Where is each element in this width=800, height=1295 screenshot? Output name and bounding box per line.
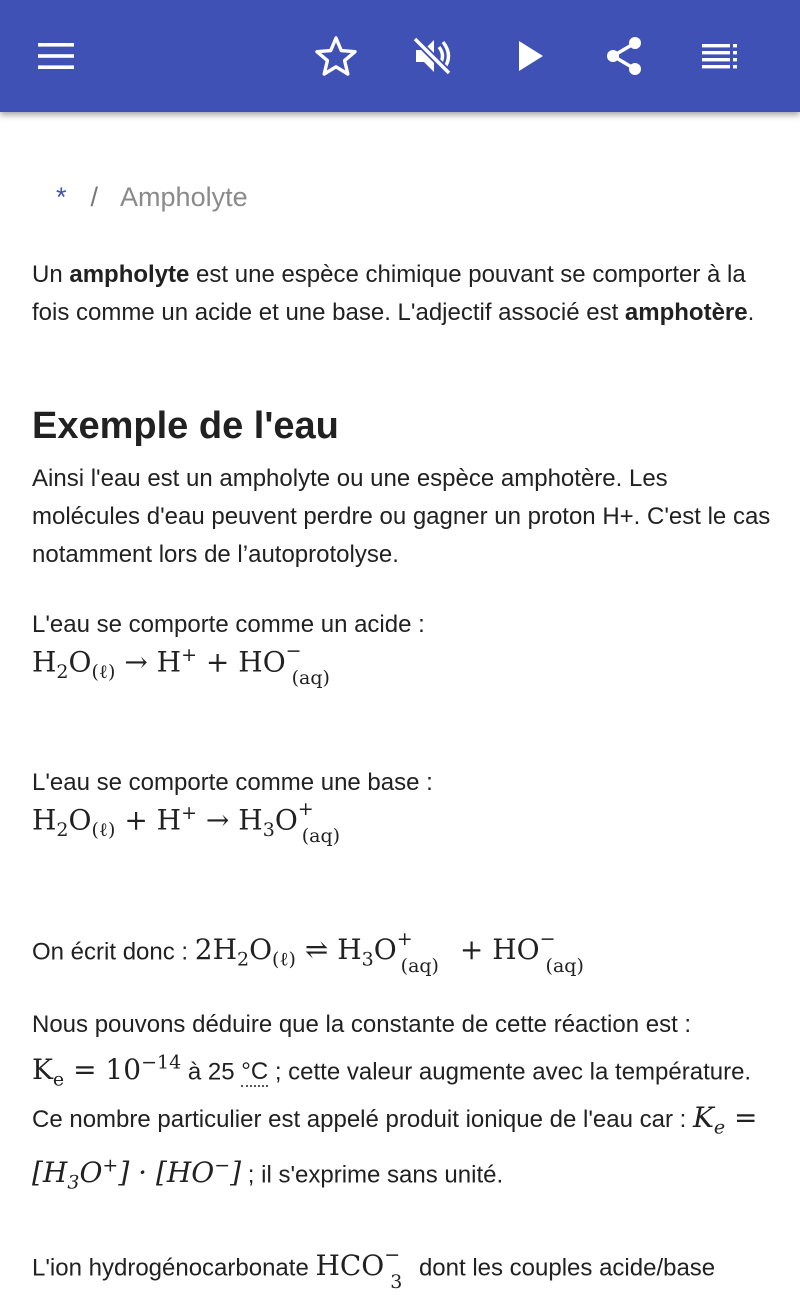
app-bar (0, 0, 800, 112)
acid-equation: $H_2O_{(\ell)} \to H^+ + HO^-_{(aq)}$ (32, 640, 330, 689)
section-title: Exemple de l'eau (32, 405, 339, 447)
hco3-text-1: L'ion hydrogénocarbonate (32, 1254, 316, 1282)
donc-label: On écrit donc : (32, 938, 195, 966)
breadcrumb (56, 182, 248, 213)
intro-text-1: Un (32, 261, 70, 288)
breadcrumb-separator: / (90, 182, 99, 212)
intro-bold-amphotere: amphotère (624, 299, 748, 326)
share-icon[interactable] (600, 32, 648, 80)
intro-bold-ampholyte: ampholyte (69, 261, 190, 288)
menu-icon[interactable] (32, 32, 80, 80)
breadcrumb-current: Ampholyte (120, 182, 248, 212)
breadcrumb-root-link[interactable]: * (56, 182, 67, 212)
acid-label: L'eau se comporte comme un acide : (32, 611, 425, 638)
volume-off-icon[interactable] (408, 32, 456, 80)
autoprotolysis-equation: $2H_2O_{(\ell)}$ ⇌ $H_3O^+_{(aq)} + HO^-_{(aq)}$ (194, 928, 584, 977)
intro-paragraph (32, 256, 777, 332)
constant-text-3: ; il s'exprime sans unité. (241, 1160, 504, 1188)
constant-paragraph (32, 1006, 777, 1201)
toc-icon[interactable] (696, 32, 744, 80)
constant-text-2: ; cette valeur augmente avec la température. Ce nombre particulier est appelé produit ionique de l'eau car : (32, 1058, 752, 1133)
section-paragraph: Ainsi l'eau est un ampholyte ou une espèce amphotère. Les molécules d'eau peuvent perdre ou gagner un proton H+. C'est le cas notamment lors de l’autoprotolyse. (32, 465, 771, 568)
intro-text-2: est une espèce chimique pouvant se comporter à la fois comme un acide et une base. L'adjectif associé est (32, 261, 746, 326)
base-label: L'eau se comporte comme une base : (32, 769, 433, 796)
constant-label: Nous pouvons déduire que la constante de cette réaction est : (32, 1011, 692, 1038)
celsius-abbr[interactable]: °C (241, 1058, 269, 1086)
hco3-formula: $HCO^-_3$ (315, 1244, 403, 1293)
ke-product-equation: $K_e = [H_3O^+] \cdot [HO^-]$ (32, 1100, 758, 1194)
star-icon[interactable] (312, 32, 360, 80)
intro-text-3: . (747, 299, 755, 326)
hco3-text-2: dont les couples acide/base (412, 1254, 716, 1282)
base-equation: $H_2O_{(\ell)} + H^+ \to H_3O^+_{(aq)}$ (32, 798, 341, 847)
constant-text-1: à 25 (181, 1058, 242, 1086)
autoprotolysis-line (32, 924, 594, 979)
play-icon[interactable] (506, 32, 554, 80)
ke-value-equation: $K_e = 10^{-14}$ (32, 1052, 182, 1091)
hco3-line (32, 1240, 715, 1295)
